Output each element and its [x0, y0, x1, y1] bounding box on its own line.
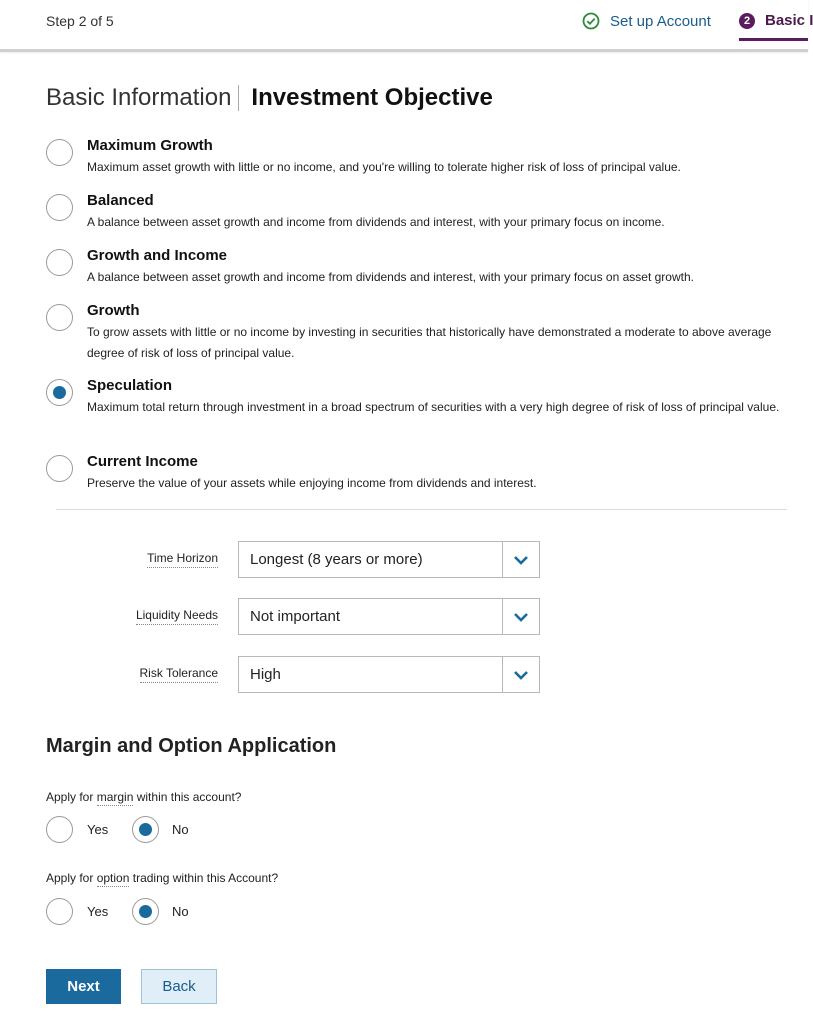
- select-toggle[interactable]: [502, 599, 539, 634]
- question-suffix: within this account?: [133, 790, 242, 804]
- objective-description: A balance between asset growth and income from dividends and interest, with your primary focus on asset growth.: [87, 270, 694, 284]
- objective-description: Preserve the value of your assets while enjoying income from dividends and interest.: [87, 476, 537, 490]
- select-toggle[interactable]: [502, 542, 539, 577]
- section-divider: [56, 509, 787, 510]
- margin-choice-group: [46, 816, 246, 844]
- option-no-label: No: [172, 904, 189, 919]
- liquidity-needs-row: [0, 598, 808, 636]
- objective-description: Maximum total return through investment in a broad spectrum of securities with a very high degree of risk of loss of principal value.: [87, 400, 780, 414]
- objective-title: Growth: [87, 302, 140, 319]
- margin-option-section-title: Margin and Option Application: [46, 735, 337, 757]
- liquidity-needs-label: Liquidity Needs: [136, 608, 218, 625]
- margin-no-label: No: [172, 822, 189, 837]
- step-basic-label: Basic I: [765, 12, 813, 29]
- margin-yes-radio[interactable]: [46, 816, 73, 843]
- step-setup-account[interactable]: [582, 12, 711, 30]
- time-horizon-label: Time Horizon: [147, 551, 218, 568]
- option-question: [46, 871, 278, 885]
- option-yes-radio[interactable]: [46, 898, 73, 925]
- page-title: [46, 84, 493, 112]
- objective-description: Maximum asset growth with little or no income, and you're willing to tolerate higher risk of loss of principal value.: [87, 160, 681, 174]
- radio-current-income[interactable]: [46, 455, 73, 482]
- radio-growth-and-income[interactable]: [46, 249, 73, 276]
- select-value: Not important: [250, 608, 341, 625]
- option-yes-label: Yes: [87, 904, 109, 919]
- objective-description: A balance between asset growth and income from dividends and interest, with your primary focus on income.: [87, 215, 665, 229]
- radio-growth[interactable]: [46, 304, 73, 331]
- select-value: Longest (8 years or more): [250, 551, 423, 568]
- risk-tolerance-label: Risk Tolerance: [140, 666, 218, 683]
- progress-header: [0, 0, 813, 52]
- margin-yes-label: Yes: [87, 822, 109, 837]
- select-value: High: [250, 666, 281, 683]
- radio-balanced[interactable]: [46, 194, 73, 221]
- time-horizon-row: [0, 541, 808, 579]
- objective-title: Current Income: [87, 453, 198, 470]
- chevron-down-icon: [513, 612, 529, 622]
- next-button[interactable]: Next: [46, 969, 121, 1004]
- step-setup-label: Set up Account: [610, 12, 711, 30]
- title-separator: [238, 85, 239, 111]
- risk-tolerance-row: [0, 656, 808, 694]
- option-choice-group: [46, 898, 246, 926]
- title-basic-information: Basic Information: [46, 84, 232, 111]
- check-circle-icon: [582, 12, 600, 30]
- step-number-badge: 2: [739, 13, 755, 29]
- chevron-down-icon: [513, 555, 529, 565]
- option-no-radio[interactable]: [132, 898, 159, 925]
- objective-description: To grow assets with little or no income by investing in securities that historically have demonstrated a moderate to above average degree of risk of loss of principal value.: [87, 325, 772, 360]
- question-suffix: trading within this Account?: [129, 871, 279, 885]
- step-basic-information[interactable]: [739, 12, 813, 29]
- margin-question: [46, 790, 241, 804]
- step-count: Step 2 of 5: [46, 13, 114, 29]
- back-button[interactable]: Back: [141, 969, 217, 1004]
- objective-title: Balanced: [87, 192, 154, 209]
- title-investment-objective: Investment Objective: [251, 84, 493, 111]
- risk-tolerance-select[interactable]: [238, 656, 540, 693]
- question-prefix: Apply for: [46, 871, 97, 885]
- select-toggle[interactable]: [502, 657, 539, 692]
- objective-title: Speculation: [87, 377, 173, 394]
- liquidity-needs-select[interactable]: [238, 598, 540, 635]
- objective-title: Maximum Growth: [87, 137, 213, 154]
- objective-title: Growth and Income: [87, 247, 228, 264]
- margin-term-link[interactable]: margin: [96, 790, 134, 804]
- margin-no-radio[interactable]: [132, 816, 159, 843]
- option-term-link[interactable]: option: [96, 871, 130, 885]
- radio-maximum-growth[interactable]: [46, 139, 73, 166]
- time-horizon-select[interactable]: [238, 541, 540, 578]
- question-prefix: Apply for: [46, 790, 97, 804]
- active-step-indicator: [739, 38, 808, 41]
- chevron-down-icon: [513, 670, 529, 680]
- radio-speculation[interactable]: [46, 379, 73, 406]
